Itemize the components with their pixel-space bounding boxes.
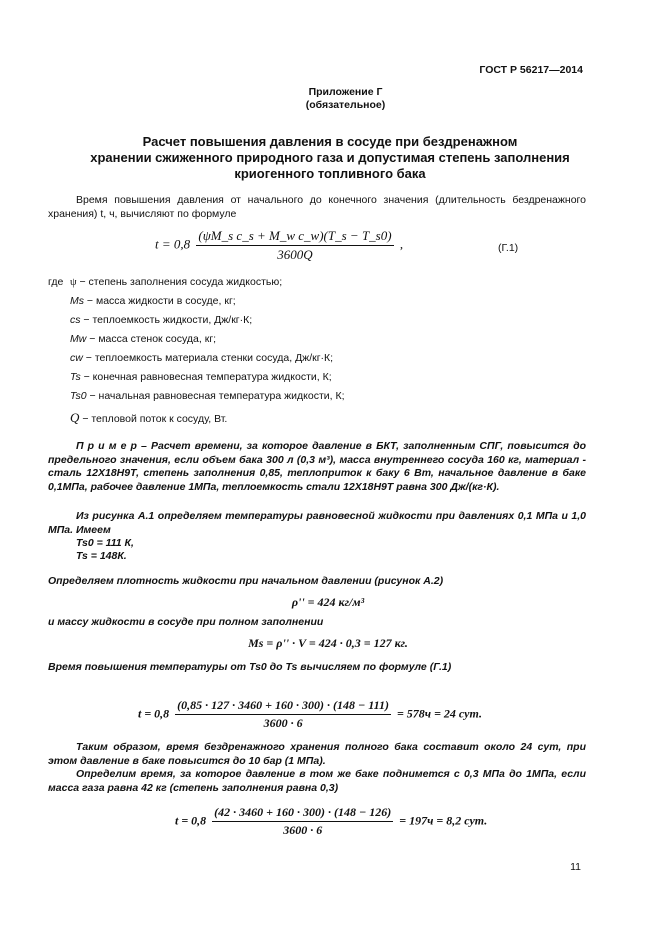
example-figure-text: Из рисунка А.1 определяем температуры равновесной жидкости при давлениях 0,1 МПа и 1,0 МПа. Имеем bbox=[48, 510, 586, 536]
definition-item: Q − тепловой поток к сосуду, Вт. bbox=[70, 410, 228, 425]
calculation-2-denominator: 3600 · 6 bbox=[283, 823, 323, 837]
calculation-1 bbox=[138, 698, 482, 731]
mass-intro: и массу жидкости в сосуде при полном заполнении bbox=[48, 616, 324, 628]
section-title-line-2: хранении сжиженного природного газа и допустимая степень заполнения bbox=[90, 150, 570, 165]
calculation-2-result: = 197ч = 8,2 сут. bbox=[399, 813, 488, 828]
formula-g1-fraction bbox=[196, 228, 393, 263]
temperature-intro: Время повышения температуры от Ts0 до Ts вычисляем по формуле (Г.1) bbox=[48, 661, 452, 673]
calculation-1-lhs: t = 0,8 bbox=[138, 706, 170, 721]
calculation-1-result: = 578ч = 24 сут. bbox=[396, 706, 482, 721]
section-title bbox=[60, 134, 600, 182]
appendix-status: (обязательное) bbox=[305, 99, 386, 111]
formula-g1-label: (Г.1) bbox=[498, 242, 519, 254]
appendix-title: Приложение Г bbox=[308, 86, 383, 98]
calculation-2-fraction bbox=[212, 805, 393, 838]
definition-item: Ms − масса жидкости в сосуде, кг; bbox=[70, 295, 236, 307]
conclusion-paragraph: Таким образом, время бездренажного хранения полного бака составит около 24 сут, при этом давление в баке повысится до 10 бар (1 МПа). bbox=[48, 741, 586, 767]
section-title-line-1: Расчет повышения давления в сосуде при бездренажном bbox=[142, 134, 518, 149]
definition-item: ψ − степень заполнения сосуда жидкостью; bbox=[70, 276, 283, 288]
appendix-heading bbox=[0, 86, 661, 112]
calculation-1-numerator: (0,85 · 127 · 3460 + 160 · 300) · (148 − 111) bbox=[175, 698, 391, 715]
definition-item: Ts0 − начальная равновесная температура жидкости, К; bbox=[70, 390, 345, 402]
calculation-2-lhs: t = 0,8 bbox=[175, 813, 207, 828]
definitions-where: где bbox=[48, 276, 64, 288]
definition-item: cs − теплоемкость жидкости, Дж/кг·К; bbox=[70, 314, 253, 326]
formula-g1-denominator: 3600Q bbox=[277, 247, 313, 262]
calculation-1-fraction bbox=[175, 698, 391, 731]
example-text: Расчет времени, за которое давление в БКТ, заполненным СПГ, повысится до предельного значения, если объем бака 300 л (0,3 м³), масса внутреннего сосуда 160 кг, материал - сталь 12Х18Н9Т, степень заполнения 0,85, теплоприток к баку 6 Вт, начальное давление в баке 0,1МПа, рабочее давление 1МПа, теплоемкость стали 12Х18Н9Т равна 300 Дж/(кг·К). bbox=[48, 440, 586, 493]
calculation-2 bbox=[175, 805, 487, 838]
section-title-line-3: криогенного топливного бака bbox=[234, 166, 426, 181]
formula-g1 bbox=[155, 228, 403, 263]
formula-g1-lhs: t = 0,8 bbox=[155, 236, 191, 252]
definition-item: cw − теплоемкость материала стенки сосуда, Дж/кг·К; bbox=[70, 352, 334, 364]
formula-g1-trail: , bbox=[399, 236, 404, 252]
intro-paragraph: Время повышения давления от начального до конечного значения (длительность бездренажного хранения) t, ч, вычисляют по формуле bbox=[48, 194, 586, 220]
example-ts0: Ts0 = 111 К, bbox=[76, 537, 134, 549]
calculation-1-denominator: 3600 · 6 bbox=[263, 716, 303, 730]
example-ts: Ts = 148К. bbox=[76, 550, 127, 562]
calculation-2-numerator: (42 · 3460 + 160 · 300) · (148 − 126) bbox=[212, 805, 393, 822]
second-case-intro: Определим время, за которое давление в том же баке поднимется с 0,3 МПа до 1МПа, если масса газа равна 42 кг (степень заполнения равна 0,3) bbox=[48, 768, 586, 794]
formula-g1-numerator: (ψM_s c_s + M_w c_w)(T_s − T_s0) bbox=[196, 228, 393, 246]
density-intro: Определяем плотность жидкости при начальном давлении (рисунок А.2) bbox=[48, 575, 444, 587]
definition-item: Mw − масса стенок сосуда, кг; bbox=[70, 333, 217, 345]
density-value: ρ'' = 424 кг/м³ bbox=[291, 595, 365, 609]
mass-formula: Ms = ρ'' · V = 424 · 0,3 = 127 кг. bbox=[248, 636, 408, 650]
example-label: П р и м е р – bbox=[76, 440, 147, 452]
page-number: 11 bbox=[570, 861, 581, 873]
definition-item: Ts − конечная равновесная температура жидкости, К; bbox=[70, 371, 332, 383]
example-paragraph bbox=[48, 440, 586, 494]
document-standard-number: ГОСТ Р 56217—2014 bbox=[479, 64, 583, 76]
